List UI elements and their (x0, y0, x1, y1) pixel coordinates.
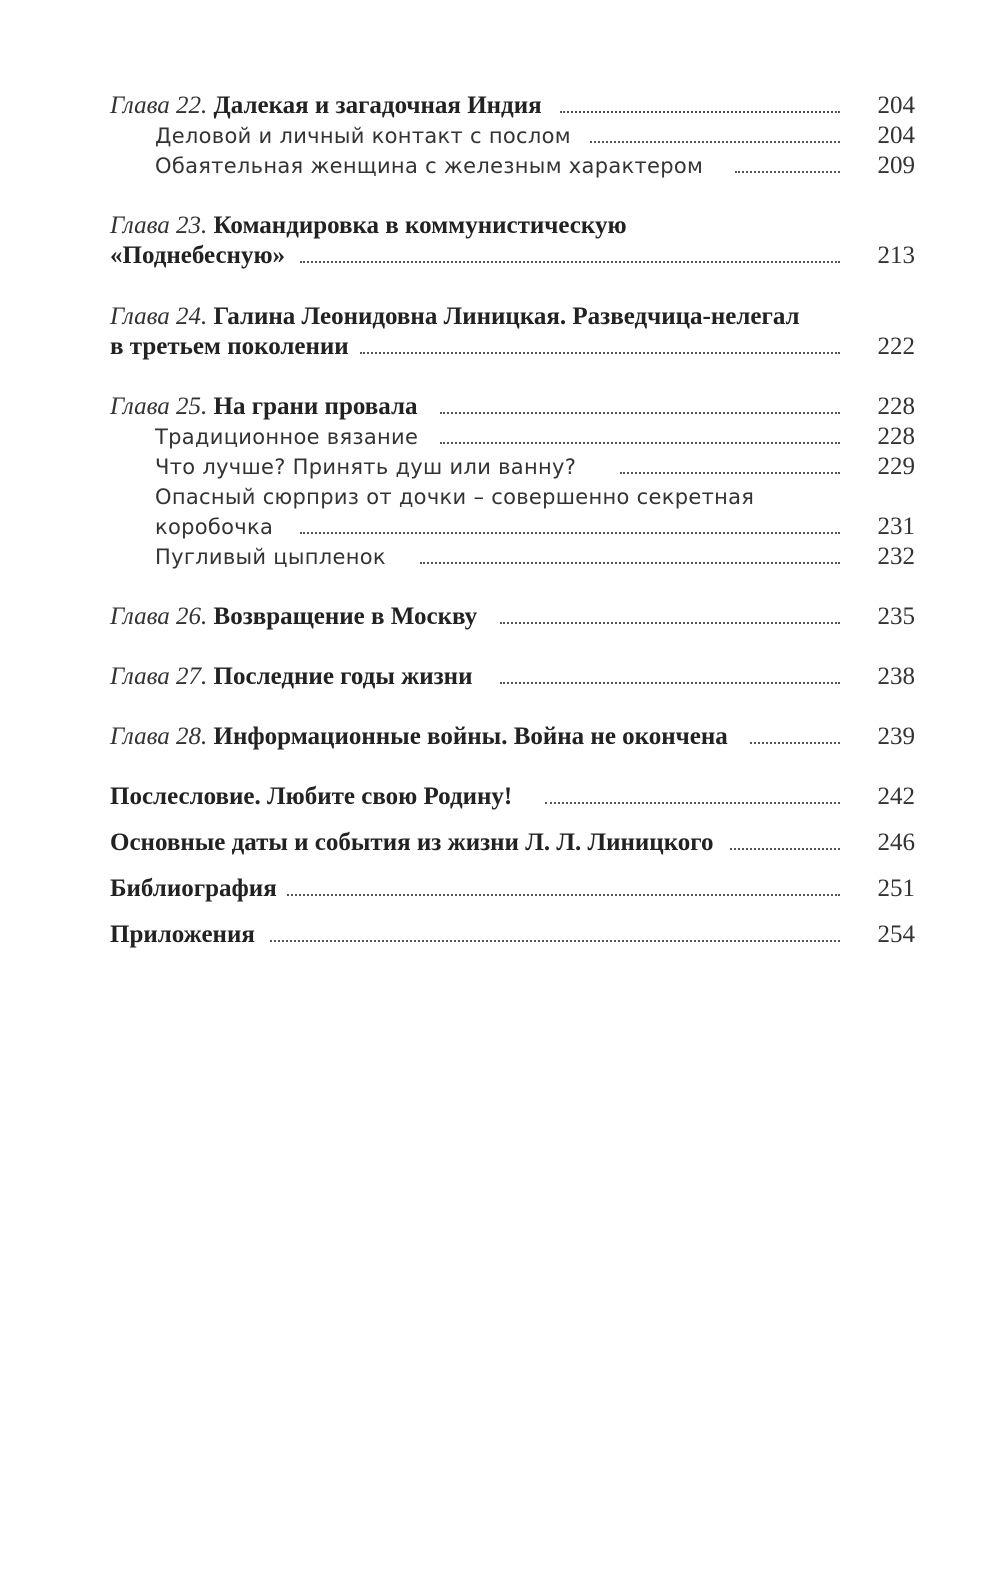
toc-subentry (0, 450, 1000, 484)
chapter-title: Галина Леонидовна Линицкая. Разведчица-нелегал (213, 303, 800, 330)
toc-entry-ch27 (0, 660, 1000, 694)
page-number: 213 (877, 242, 915, 269)
toc-entry-text (110, 872, 285, 906)
dot-leader (420, 562, 840, 564)
dot-leader (735, 171, 840, 173)
page-number: 254 (877, 921, 915, 948)
chapter-label: Глава 24. (110, 303, 208, 330)
page-number: 242 (877, 783, 915, 810)
toc-entry-text (110, 330, 357, 364)
toc-entry-ch22 (0, 89, 1000, 123)
dot-leader (500, 622, 840, 624)
toc-entry-text (110, 89, 550, 123)
subsection-title: Что лучше? Принять душ или ванну? (155, 450, 584, 484)
dot-leader (270, 940, 840, 942)
chapter-title: Последние годы жизни (213, 663, 473, 690)
dot-leader (545, 802, 840, 804)
toc-subentry (0, 149, 1000, 183)
page-number: 238 (877, 663, 915, 690)
toc-entry-text (110, 390, 425, 424)
toc-subentry (0, 420, 1000, 454)
chapter-label: Глава 27. (110, 663, 208, 690)
section-title: Библиография (110, 875, 277, 902)
toc-entry-ch23 (0, 209, 1000, 243)
toc-entry-ch25 (0, 390, 1000, 424)
toc-entry-bibliography (0, 872, 1000, 906)
toc-entry-text (110, 239, 293, 273)
toc-subentry (0, 480, 1000, 514)
toc-entry-text (110, 720, 736, 754)
chapter-title: в третьем поколении (110, 333, 349, 360)
page-number: 251 (877, 875, 915, 902)
chapter-title: Возвращение в Москву (213, 603, 478, 630)
chapter-title: Командировка в коммунистическую (213, 212, 627, 239)
dot-leader (300, 532, 840, 534)
toc-entry-ch24-cont (0, 330, 1000, 364)
toc-entry-ch23-cont (0, 239, 1000, 273)
subsection-title: Опасный сюрприз от дочки – совершенно секретная (155, 480, 762, 514)
subsection-title: Пугливый цыпленок (155, 540, 394, 574)
dot-leader (360, 352, 840, 354)
page-number: 229 (877, 453, 915, 480)
toc-subentry-cont (0, 510, 1000, 544)
toc-entry-text (110, 918, 263, 952)
section-title: Приложения (110, 921, 255, 948)
toc-entry-appendices (0, 918, 1000, 952)
chapter-title: На грани провала (213, 393, 418, 420)
chapter-title: Информационные войны. Война не окончена (213, 723, 728, 750)
toc-entry-text (110, 826, 722, 860)
dot-leader (750, 742, 840, 744)
dot-leader (440, 412, 840, 414)
subsection-title: коробочка (155, 510, 281, 544)
dot-leader (440, 442, 840, 444)
toc-entry-ch24 (0, 300, 1000, 334)
page-number: 232 (877, 543, 915, 570)
page-number: 246 (877, 829, 915, 856)
dot-leader (560, 111, 840, 113)
toc-entry-text (110, 209, 635, 243)
page-number: 231 (877, 513, 915, 540)
toc-entry-dates (0, 826, 1000, 860)
chapter-label: Глава 26. (110, 603, 208, 630)
toc-subentry (0, 119, 1000, 153)
toc-entry-afterword (0, 780, 1000, 814)
toc-entry-ch26 (0, 600, 1000, 634)
chapter-title: Далекая и загадочная Индия (213, 92, 542, 119)
subsection-title: Обаятельная женщина с железным характером (155, 149, 711, 183)
subsection-title: Деловой и личный контакт с послом (155, 119, 579, 153)
dot-leader (500, 682, 840, 684)
page-number: 204 (877, 92, 915, 119)
section-title: Основные даты и события из жизни Л. Л. Линицкого (110, 829, 714, 856)
toc-entry-text (110, 780, 520, 814)
toc-subentry (0, 540, 1000, 574)
page-number: 209 (877, 152, 915, 179)
page-number: 222 (877, 333, 915, 360)
chapter-label: Глава 22. (110, 92, 208, 119)
chapter-label: Глава 28. (110, 723, 208, 750)
chapter-label: Глава 23. (110, 212, 208, 239)
page-number: 204 (877, 122, 915, 149)
section-title: Послесловие. Любите свою Родину! (110, 783, 513, 810)
dot-leader (300, 261, 840, 263)
dot-leader (730, 848, 840, 850)
page-number: 228 (877, 393, 915, 420)
toc-entry-text (110, 600, 485, 634)
toc-entry-text (110, 660, 480, 694)
dot-leader (590, 141, 840, 143)
dot-leader (620, 472, 840, 474)
subsection-title: Традиционное вязание (155, 420, 426, 454)
page-number: 235 (877, 603, 915, 630)
chapter-title: «Поднебесную» (110, 242, 286, 269)
dot-leader (280, 894, 840, 896)
page-number: 228 (877, 423, 915, 450)
toc-entry-text (110, 300, 808, 334)
toc-entry-ch28 (0, 720, 1000, 754)
chapter-label: Глава 25. (110, 393, 208, 420)
page-number: 239 (877, 723, 915, 750)
